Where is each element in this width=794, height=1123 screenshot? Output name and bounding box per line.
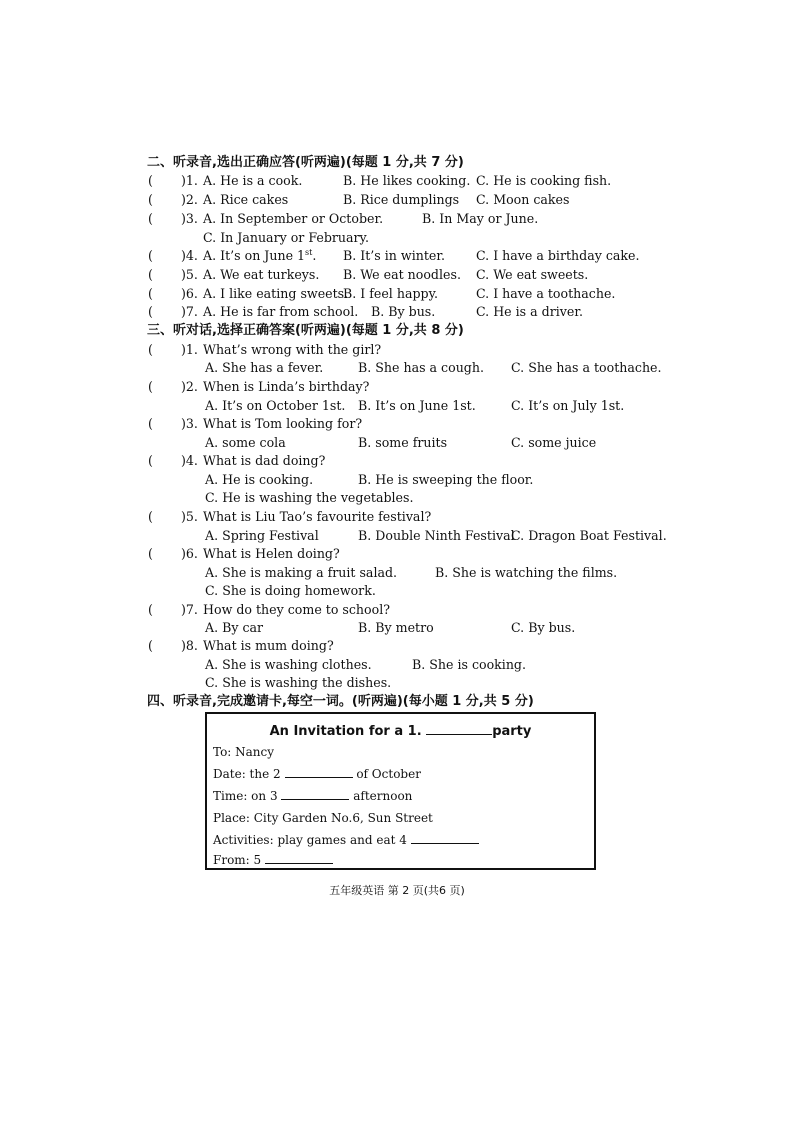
question-number: )3. xyxy=(181,416,198,431)
option-b: B. By bus. xyxy=(371,304,436,319)
option-a: A. She is making a fruit salad. xyxy=(205,565,398,580)
option-b: B. It’s in winter. xyxy=(343,248,445,263)
s3-question-2 xyxy=(0,377,794,397)
option-b: B. Rice dumplings xyxy=(343,192,460,207)
from-label: From: 5 xyxy=(213,853,262,867)
invitation-title xyxy=(207,722,594,739)
option-c: C. Moon cakes xyxy=(476,192,570,207)
question-number: )8. xyxy=(181,638,198,653)
option-a: A. He is far from school. xyxy=(203,304,359,319)
s3-options-2 xyxy=(0,396,794,416)
section4-heading: 四、听录音,完成邀请卡,每空一词。(听两遍)(每小题 1 分,共 5 分) xyxy=(147,694,534,709)
date-suffix: of October xyxy=(356,767,421,781)
answer-paren[interactable]: ( xyxy=(148,267,153,282)
option-a-text: A. It’s on June 1 xyxy=(203,248,306,263)
question-number: )6. xyxy=(181,286,198,301)
question-number: )2. xyxy=(181,192,198,207)
question-number: )5. xyxy=(181,267,198,282)
s3-options-6-cont xyxy=(0,581,794,601)
option-c: C. He is washing the vegetables. xyxy=(205,490,414,505)
card-activities xyxy=(213,831,479,849)
option-a: A. He is a cook. xyxy=(203,173,303,188)
s3-options-4 xyxy=(0,470,794,490)
option-c: C. She is doing homework. xyxy=(205,583,376,598)
question-number: )7. xyxy=(181,602,198,617)
s3-options-8-cont xyxy=(0,673,794,693)
option-c: C. He is cooking fish. xyxy=(476,173,612,188)
question-text: What is Tom looking for? xyxy=(203,416,363,431)
card-from xyxy=(213,851,333,869)
answer-paren[interactable]: ( xyxy=(148,416,153,431)
s3-question-6 xyxy=(0,544,794,564)
option-a xyxy=(203,246,316,266)
blank-3[interactable] xyxy=(281,787,349,800)
option-a: A. some cola xyxy=(205,435,286,450)
blank-4[interactable] xyxy=(411,831,479,844)
s3-question-8 xyxy=(0,636,794,656)
card-date xyxy=(213,765,421,783)
s2-question-1 xyxy=(0,171,794,191)
question-number: )1. xyxy=(181,173,198,188)
option-b: B. She is cooking. xyxy=(412,657,527,672)
blank-1[interactable] xyxy=(426,722,492,735)
s3-options-4-cont xyxy=(0,488,794,508)
question-number: )6. xyxy=(181,546,198,561)
time-label: Time: on 3 xyxy=(213,789,278,803)
answer-paren[interactable]: ( xyxy=(148,286,153,301)
card-time xyxy=(213,787,412,805)
option-b: B. We eat noodles. xyxy=(343,267,461,282)
s2-question-7 xyxy=(0,302,794,322)
date-label: Date: the 2 xyxy=(213,767,281,781)
option-c: C. I have a toothache. xyxy=(476,286,616,301)
s3-options-5 xyxy=(0,526,794,546)
option-a: A. We eat turkeys. xyxy=(203,267,320,282)
answer-paren[interactable]: ( xyxy=(148,509,153,524)
option-a: A. She has a fever. xyxy=(205,360,324,375)
question-number: )4. xyxy=(181,248,198,263)
option-c: C. She has a toothache. xyxy=(511,360,662,375)
section3-heading: 三、听对话,选择正确答案(听两遍)(每题 1 分,共 8 分) xyxy=(147,323,464,338)
option-c: C. some juice xyxy=(511,435,597,450)
answer-paren[interactable]: ( xyxy=(148,602,153,617)
blank-5[interactable] xyxy=(265,851,333,864)
question-text: When is Linda’s birthday? xyxy=(203,379,370,394)
answer-paren[interactable]: ( xyxy=(148,248,153,263)
question-text: What is Helen doing? xyxy=(203,546,340,561)
option-c: C. I have a birthday cake. xyxy=(476,248,640,263)
option-b: B. Double Ninth Festival xyxy=(358,528,515,543)
s3-question-4 xyxy=(0,451,794,471)
question-text: What is mum doing? xyxy=(203,638,334,653)
answer-paren[interactable]: ( xyxy=(148,546,153,561)
blank-2[interactable] xyxy=(285,765,353,778)
s3-options-1 xyxy=(0,358,794,378)
question-number: )4. xyxy=(181,453,198,468)
option-b: B. some fruits xyxy=(358,435,448,450)
activities-label: Activities: play games and eat 4 xyxy=(213,833,407,847)
s3-question-7 xyxy=(0,600,794,620)
title-suffix: party xyxy=(492,724,532,739)
answer-paren[interactable]: ( xyxy=(148,192,153,207)
answer-paren[interactable]: ( xyxy=(148,638,153,653)
ordinal-suffix: st xyxy=(305,248,313,257)
option-a: A. Rice cakes xyxy=(203,192,289,207)
question-text: What is Liu Tao’s favourite festival? xyxy=(203,509,432,524)
option-b: B. She is watching the films. xyxy=(435,565,618,580)
s3-options-7 xyxy=(0,618,794,638)
question-number: )2. xyxy=(181,379,198,394)
option-a: A. By car xyxy=(205,620,264,635)
page-footer: 五年级英语 第 2 页(共6 页) xyxy=(329,884,465,897)
option-c: C. She is washing the dishes. xyxy=(205,675,392,690)
s2-question-3-cont xyxy=(0,228,794,248)
option-b: B. He is sweeping the floor. xyxy=(358,472,534,487)
answer-paren[interactable]: ( xyxy=(148,173,153,188)
answer-paren[interactable]: ( xyxy=(148,453,153,468)
question-number: )1. xyxy=(181,342,198,357)
option-b: B. She has a cough. xyxy=(358,360,484,375)
invitation-card xyxy=(205,712,596,870)
option-c: C. By bus. xyxy=(511,620,576,635)
option-b: B. It’s on June 1st. xyxy=(358,398,476,413)
card-place: Place: City Garden No.6, Sun Street xyxy=(213,811,433,825)
title-text: An Invitation for a 1. xyxy=(269,724,422,739)
option-c: C. It’s on July 1st. xyxy=(511,398,625,413)
card-to: To: Nancy xyxy=(213,745,275,759)
question-text: How do they come to school? xyxy=(203,602,390,617)
time-suffix: afternoon xyxy=(353,789,413,803)
s3-question-3 xyxy=(0,414,794,434)
option-a: A. She is washing clothes. xyxy=(205,657,372,672)
answer-paren[interactable]: ( xyxy=(148,379,153,394)
option-a: A. In September or October. xyxy=(203,211,384,226)
option-b: B. I feel happy. xyxy=(343,286,439,301)
s2-question-6 xyxy=(0,284,794,304)
s3-options-8 xyxy=(0,655,794,675)
question-text: What is dad doing? xyxy=(203,453,326,468)
option-a: A. He is cooking. xyxy=(205,472,314,487)
question-number: )7. xyxy=(181,304,198,319)
s3-question-5 xyxy=(0,507,794,527)
option-a-period: . xyxy=(312,248,317,263)
s3-question-1 xyxy=(0,340,794,360)
option-b: B. In May or June. xyxy=(422,211,539,226)
answer-paren[interactable]: ( xyxy=(148,304,153,319)
question-number: )3. xyxy=(181,211,198,226)
option-b: B. He likes cooking. xyxy=(343,173,471,188)
option-a: A. I like eating sweets. xyxy=(203,286,349,301)
question-text: What’s wrong with the girl? xyxy=(203,342,382,357)
question-number: )5. xyxy=(181,509,198,524)
s2-question-3 xyxy=(0,209,794,229)
option-c: C. We eat sweets. xyxy=(476,267,589,282)
option-b: B. By metro xyxy=(358,620,434,635)
answer-paren[interactable]: ( xyxy=(148,342,153,357)
s3-options-6 xyxy=(0,563,794,583)
s3-options-3 xyxy=(0,433,794,453)
s2-question-5 xyxy=(0,265,794,285)
option-a: A. Spring Festival xyxy=(205,528,319,543)
answer-paren[interactable]: ( xyxy=(148,211,153,226)
s2-question-2 xyxy=(0,190,794,210)
s2-question-4 xyxy=(0,246,794,266)
option-c: C. In January or February. xyxy=(203,230,369,245)
option-a: A. It’s on October 1st. xyxy=(205,398,346,413)
option-c: C. Dragon Boat Festival. xyxy=(511,528,667,543)
option-c: C. He is a driver. xyxy=(476,304,583,319)
section2-heading: 二、听录音,选出正确应答(听两遍)(每题 1 分,共 7 分) xyxy=(147,155,464,170)
